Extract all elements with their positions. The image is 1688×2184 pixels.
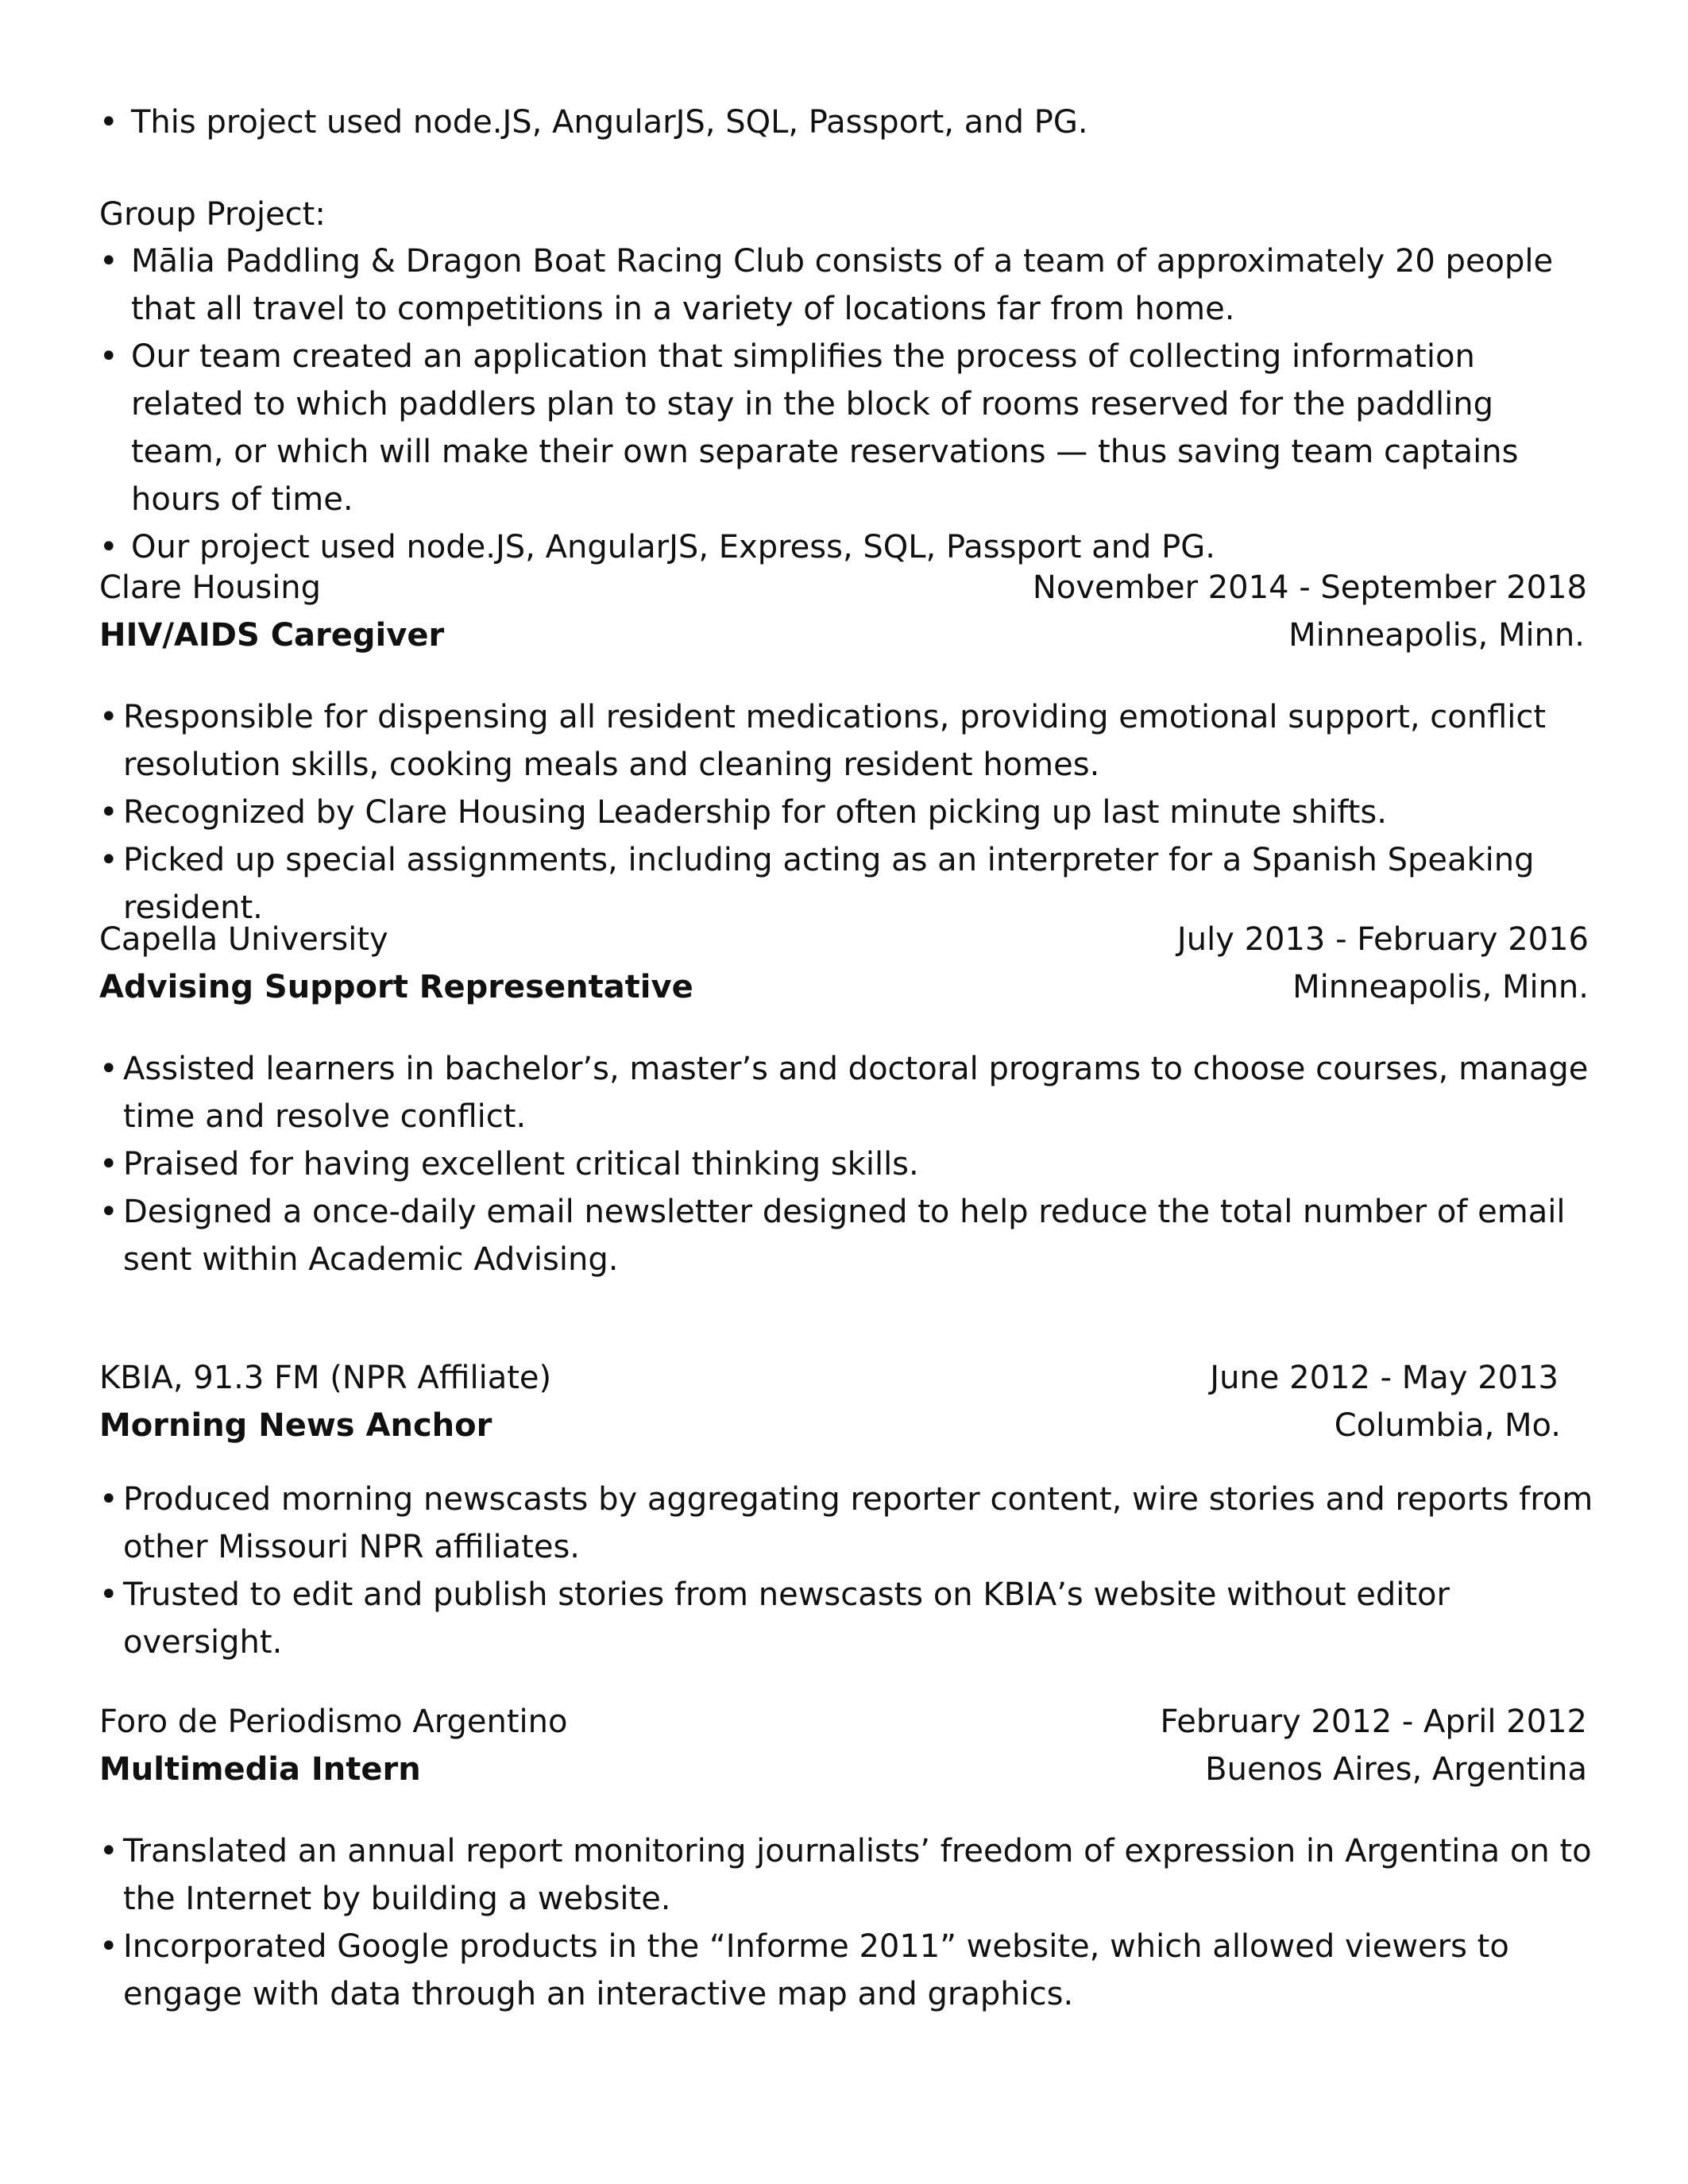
job-bullet-list	[99, 1476, 1601, 1666]
bullet-text: This project used node.JS, AngularJS, SQL, Passport, and PG.	[131, 104, 1088, 141]
list-item	[99, 1140, 1601, 1188]
job-bullet-list	[99, 1827, 1601, 2018]
bullet-icon: •	[99, 1194, 118, 1230]
job-dates: February 2012 - April 2012	[1160, 1704, 1587, 1740]
job-title: Morning News Anchor	[99, 1407, 492, 1444]
job-location: Columbia, Mo.	[1334, 1407, 1561, 1444]
bullet-icon: •	[99, 699, 118, 735]
list-item	[99, 333, 1593, 523]
bullet-text: Mālia Paddling & Dragon Boat Racing Club consists of a team of approximately 20 people that all travel to competitions in a variety of locations far from home.	[131, 243, 1554, 327]
list-item	[99, 237, 1593, 333]
bullet-icon: •	[99, 338, 118, 375]
bullet-icon: •	[99, 1833, 118, 1870]
bullet-text: Translated an annual report monitoring journalists’ freedom of expression in Argentina on to the Internet by building a website.	[123, 1833, 1592, 1917]
bullet-text: Praised for having excellent critical thinking skills.	[123, 1146, 919, 1183]
bullet-text: Our team created an application that simplifies the process of collecting information related to which paddlers plan to stay in the block of rooms reserved for the paddling team, or which will make their own separate reservations — thus saving team captains hours of time.	[131, 338, 1519, 518]
job-organization: KBIA, 91.3 FM (NPR Affiliate)	[99, 1360, 552, 1396]
job-location: Buenos Aires, Argentina	[1205, 1751, 1587, 1788]
group-project-list	[99, 237, 1593, 571]
bullet-icon: •	[99, 1481, 118, 1518]
bullet-icon: •	[99, 243, 118, 280]
bullet-text: Produced morning newscasts by aggregating reporter content, wire stories and reports from other Missouri NPR affiliates.	[123, 1481, 1593, 1565]
bullet-text: Designed a once-daily email newsletter designed to help reduce the total number of email sent within Academic Advising.	[123, 1194, 1566, 1278]
list-item	[99, 1188, 1601, 1283]
job-organization: Capella University	[99, 921, 388, 958]
job-dates: June 2012 - May 2013	[1210, 1360, 1559, 1396]
bullet-text: Incorporated Google products in the “Informe 2011” website, which allowed viewers to engage with data through an interactive map and graphics.	[123, 1928, 1509, 2012]
bullet-icon: •	[99, 104, 118, 141]
job-dates: November 2014 - September 2018	[1032, 569, 1587, 606]
bullet-text: Recognized by Clare Housing Leadership for often picking up last minute shifts.	[123, 794, 1387, 831]
job-title: HIV/AIDS Caregiver	[99, 617, 445, 654]
bullet-text: Assisted learners in bachelor’s, master’s and doctoral programs to choose courses, manage time and resolve conflict.	[123, 1051, 1589, 1135]
job-bullet-list	[99, 693, 1601, 932]
bullet-text: Our project used node.JS, AngularJS, Express, SQL, Passport and PG.	[131, 529, 1215, 565]
bullet-icon: •	[99, 1576, 118, 1613]
list-item	[99, 1045, 1601, 1140]
list-item	[99, 693, 1601, 789]
project-tech-list	[99, 98, 1593, 146]
list-item	[99, 789, 1601, 836]
job-organization: Clare Housing	[99, 569, 322, 606]
job-location: Minneapolis, Minn.	[1292, 969, 1589, 1005]
job-bullet-list	[99, 1045, 1601, 1283]
list-item	[99, 1476, 1601, 1571]
bullet-icon: •	[99, 794, 118, 831]
job-location: Minneapolis, Minn.	[1288, 617, 1585, 654]
job-dates: July 2013 - February 2016	[1176, 921, 1589, 958]
list-item	[99, 1571, 1601, 1666]
list-item	[99, 98, 1593, 146]
bullet-text: Responsible for dispensing all resident medications, providing emotional support, conflict resolution skills, cooking meals and cleaning resident homes.	[123, 699, 1547, 783]
bullet-text: Picked up special assignments, including acting as an interpreter for a Spanish Speaking resident.	[123, 842, 1535, 926]
job-title: Advising Support Representative	[99, 969, 693, 1005]
job-title: Multimedia Intern	[99, 1751, 421, 1788]
bullet-icon: •	[99, 529, 118, 565]
list-item	[99, 1827, 1601, 1923]
job-organization: Foro de Periodismo Argentino	[99, 1704, 568, 1740]
bullet-text: Trusted to edit and publish stories from newscasts on KBIA’s website without editor oversight.	[123, 1576, 1450, 1661]
bullet-icon: •	[99, 842, 118, 878]
list-item	[99, 1923, 1601, 2018]
bullet-icon: •	[99, 1928, 118, 1965]
bullet-icon: •	[99, 1146, 118, 1183]
group-project-heading: Group Project:	[99, 196, 326, 233]
bullet-icon: •	[99, 1051, 118, 1087]
